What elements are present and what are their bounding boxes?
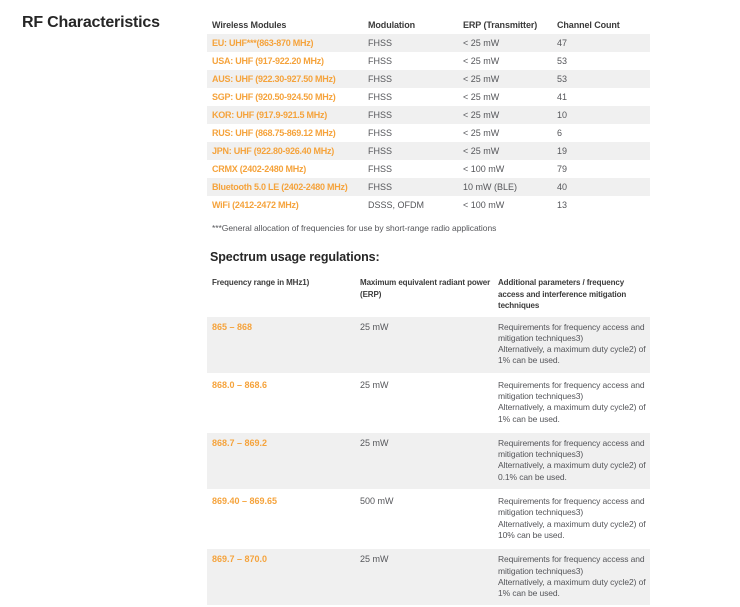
cell-module-name: JPN: UHF (922.80-926.40 MHz) (212, 146, 335, 156)
cell-channel-count: 47 (557, 38, 568, 48)
spectrum-table-header-row (207, 277, 650, 312)
cell-frequency-range: 868.0 – 868.6 (212, 379, 268, 390)
cell-module-name: KOR: UHF (917.9-921.5 MHz) (212, 110, 328, 120)
cell-modulation: DSSS, OFDM (368, 200, 425, 210)
wireless-table-row (207, 142, 650, 160)
spectrum-table-body (207, 317, 650, 606)
column-header-erp-transmitter: ERP (Transmitter) (463, 19, 538, 30)
cell-channel-count: 40 (557, 182, 568, 192)
cell-channel-count: 41 (557, 92, 568, 102)
cell-requirements: Requirements for frequency access and mitigation techniques3) Alternatively, a maximum duty cycle2) of 1% can be used. (498, 379, 646, 424)
cell-module-name: WiFi (2412-2472 MHz) (212, 200, 299, 210)
cell-erp: < 100 mW (463, 164, 505, 174)
cell-requirements: Requirements for frequency access and mitigation techniques3) Alternatively, a maximum duty cycle2) of 1% can be used. (498, 321, 646, 366)
column-header-channel-count: Channel Count (557, 19, 620, 30)
wireless-table-row (207, 178, 650, 196)
cell-max-erp: 25 mW (360, 379, 389, 390)
cell-modulation: FHSS (368, 56, 393, 66)
wireless-modules-table (207, 15, 650, 214)
cell-module-name: AUS: UHF (922.30-927.50 MHz) (212, 74, 336, 84)
cell-channel-count: 53 (557, 56, 568, 66)
cell-module-name: RUS: UHF (868.75-869.12 MHz) (212, 128, 336, 138)
wireless-table-row (207, 124, 650, 142)
wireless-table-row (207, 106, 650, 124)
column-header-max-erp: Maximum equivalent radiant power (ERP) (360, 278, 491, 299)
cell-frequency-range: 865 – 868 (212, 321, 253, 332)
cell-module-name: EU: UHF***(863-870 MHz) (212, 38, 314, 48)
wireless-table-row (207, 196, 650, 214)
wireless-table-header-row (207, 15, 650, 34)
cell-max-erp: 25 mW (360, 321, 389, 332)
column-header-modulation: Modulation (368, 19, 415, 30)
spectrum-table-row (207, 433, 650, 489)
cell-max-erp: 500 mW (360, 496, 394, 507)
cell-channel-count: 13 (557, 200, 568, 210)
cell-frequency-range: 868.7 – 869.2 (212, 437, 268, 448)
wireless-table-row (207, 34, 650, 52)
cell-modulation: FHSS (368, 74, 393, 84)
column-header-frequency-range: Frequency range in MHz1) (212, 278, 310, 287)
cell-frequency-range: 869.7 – 870.0 (212, 554, 268, 565)
cell-modulation: FHSS (368, 164, 393, 174)
cell-modulation: FHSS (368, 146, 393, 156)
cell-frequency-range: 869.40 – 869.65 (212, 496, 278, 507)
wireless-table-row (207, 88, 650, 106)
cell-requirements: Requirements for frequency access and mitigation techniques3) Alternatively, a maximum duty cycle2) of 0.1% can be used. (498, 437, 646, 482)
spectrum-table-row (207, 549, 650, 605)
cell-modulation: FHSS (368, 182, 393, 192)
cell-max-erp: 25 mW (360, 437, 389, 448)
cell-modulation: FHSS (368, 38, 393, 48)
cell-channel-count: 19 (557, 146, 568, 156)
cell-channel-count: 6 (557, 128, 563, 138)
cell-module-name: SGP: UHF (920.50-924.50 MHz) (212, 92, 336, 102)
column-header-wireless-modules: Wireless Modules (212, 19, 287, 30)
spectrum-regulations-table (207, 277, 650, 605)
page-title: RF Characteristics (22, 14, 160, 31)
spectrum-table-row (207, 317, 650, 373)
wireless-table-row (207, 52, 650, 70)
cell-requirements: Requirements for frequency access and mitigation techniques3) Alternatively, a maximum duty cycle2) of 10% can be used. (498, 496, 646, 540)
wireless-table-row (207, 160, 650, 178)
frequency-allocation-footnote: ***General allocation of frequencies for use by short-range radio applications (212, 223, 497, 233)
cell-modulation: FHSS (368, 128, 393, 138)
cell-module-name: Bluetooth 5.0 LE (2402-2480 MHz) (212, 182, 348, 192)
cell-module-name: CRMX (2402-2480 MHz) (212, 164, 307, 174)
cell-requirements: Requirements for frequency access and mitigation techniques3) Alternatively, a maximum duty cycle2) of 1% can be used. (498, 554, 646, 599)
cell-channel-count: 53 (557, 74, 568, 84)
column-header-additional-parameters: Additional parameters / frequency access and interference mitigation techniques (498, 278, 627, 310)
cell-modulation: FHSS (368, 110, 393, 120)
cell-module-name: USA: UHF (917-922.20 MHz) (212, 56, 324, 66)
cell-modulation: FHSS (368, 92, 393, 102)
cell-max-erp: 25 mW (360, 554, 389, 565)
cell-channel-count: 79 (557, 164, 568, 174)
content-area (207, 15, 650, 607)
cell-erp: < 25 mW (463, 146, 500, 156)
spectrum-table-row (207, 375, 650, 431)
spectrum-regulations-heading: Spectrum usage regulations: (210, 250, 380, 264)
cell-channel-count: 10 (557, 110, 568, 120)
cell-erp: < 25 mW (463, 74, 500, 84)
wireless-table-row (207, 70, 650, 88)
cell-erp: 10 mW (BLE) (463, 182, 518, 192)
cell-erp: < 25 mW (463, 110, 500, 120)
cell-erp: < 25 mW (463, 38, 500, 48)
cell-erp: < 25 mW (463, 128, 500, 138)
cell-erp: < 25 mW (463, 56, 500, 66)
cell-erp: < 25 mW (463, 92, 500, 102)
spectrum-table-row (207, 491, 650, 547)
cell-erp: < 100 mW (463, 200, 505, 210)
